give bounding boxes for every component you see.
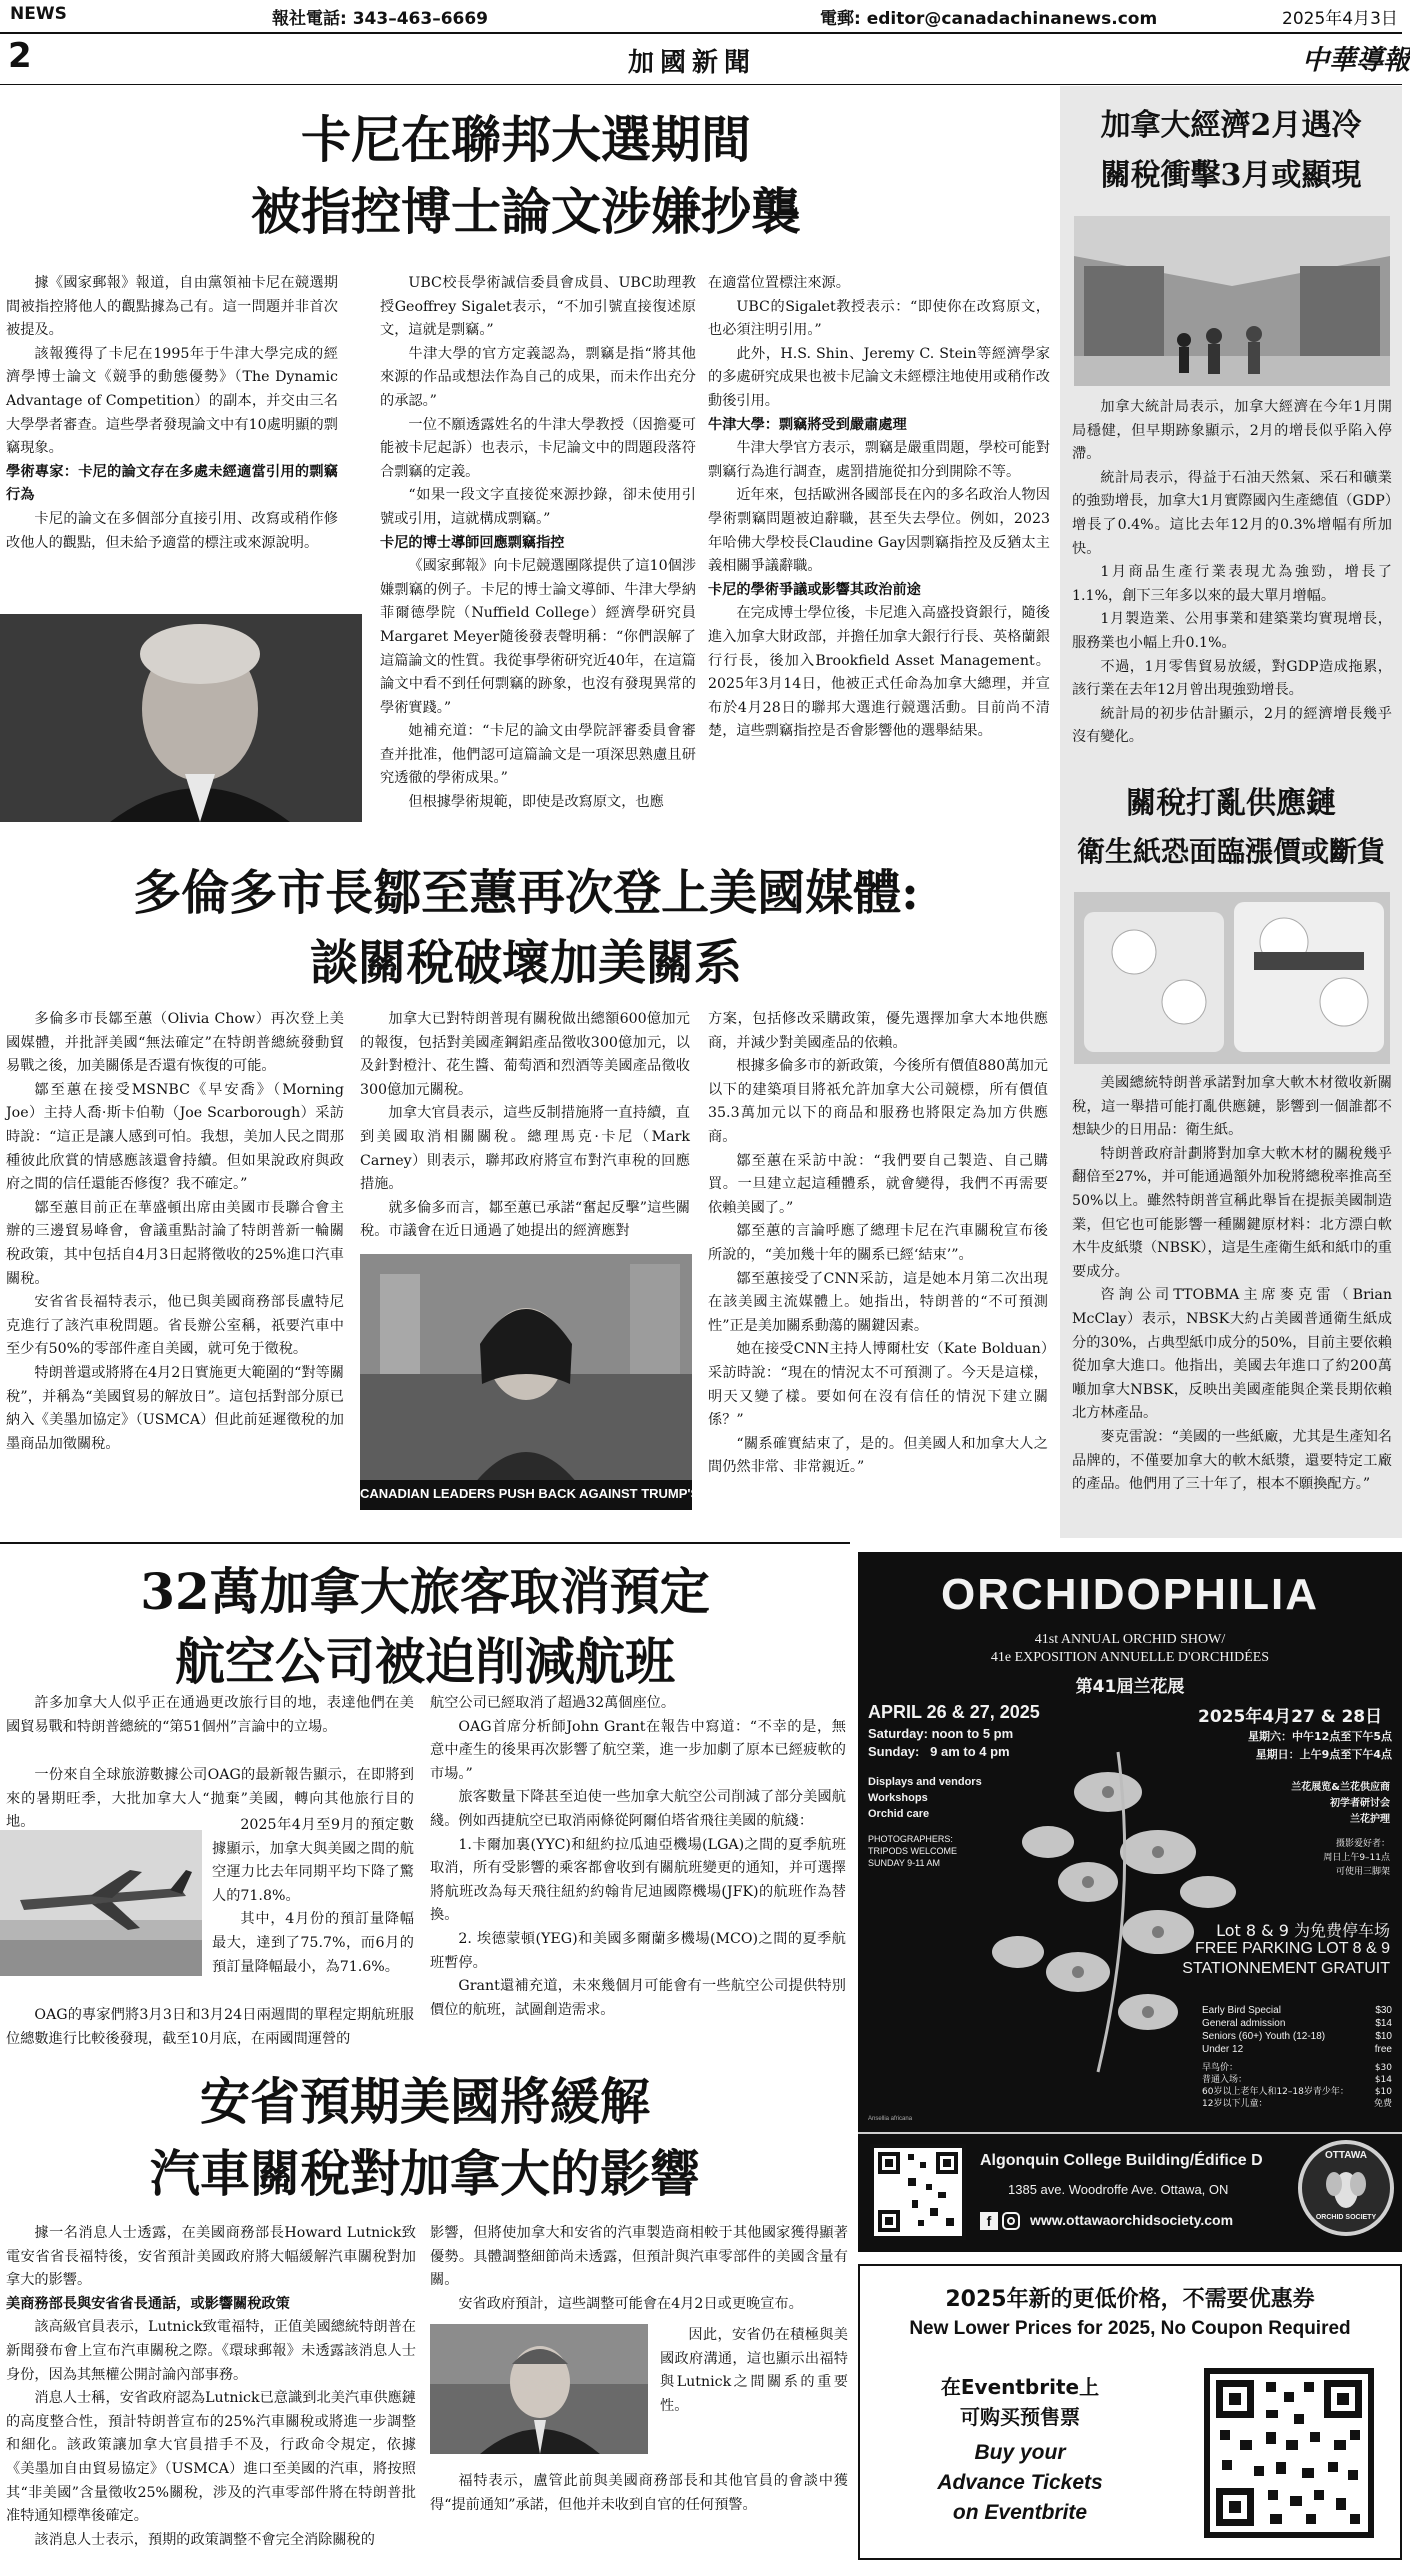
article-paragraph: 鄒至蕙接受了CNN采訪，這是她本月第二次出現在該美國主流媒體上。她指出，特朗普的“不可預測性”正是美加關系動蕩的關鍵因素。 — [708, 1270, 1048, 1334]
article-paragraph: 麥克雷說：“美國的一些紙廠，尤其是生產知名品牌的，不僅要加拿大的軟木紙漿，還要特定工廠的產品。他們用了三十年了，根本不願換配方。” — [1072, 1428, 1392, 1493]
orchid-ad-cn-feature: 兰花展览&兰花供应商 — [1291, 1782, 1390, 1793]
article-paragraph: 許多加拿大人似乎正在通過更改旅行目的地，表達他們在美國貿易戰和特朗普總統的“第51個州”言論中的立場。 — [6, 1695, 414, 1735]
article-paragraph: 鄒至蕙在接受MSNBC《早安喬》（Morning Joe）主持人喬·斯卡伯勒（Joe Scarborough）采訪時說：“這正是讓人感到可怕。我想，美加人民之間那種彼此欣賞的情感應該還會持續。但如果說政府與政府之間的信任還能否修復？我不確定。” — [6, 1081, 344, 1193]
orchid-ad-saturday: Saturday: noon to 5 pm — [868, 1726, 1014, 1741]
article-paragraph: 她在接受CNN主持人博爾杜安（Kate Bolduan）采訪時說：“現在的情況太不可預測了。今天是這樣，明天又變了樣。要如何在沒有信任的情況下建立關係？” — [708, 1341, 1048, 1429]
orchid-show-ad[interactable] — [858, 1552, 1402, 2252]
article-paragraph: 在完成博士學位後，卡尼進入高盛投資銀行，隨後進入加拿大財政部，并擔任加拿大銀行行長、英格蘭銀行行長，後加入Brookfield Asset Management。2025年3月14日，他被正式任命為加拿大總理，并宣布於4月28日的聯邦大選進行競選活動。目前尚不清楚，這些剽竊指控是否會影響他的選舉結果。 — [708, 605, 1050, 740]
price-value: $10 — [1375, 2031, 1392, 2042]
newspaper-email: 電郵: editor@canadachinanews.com — [820, 9, 1158, 29]
orchid-ad-subtitle-fr: 41e EXPOSITION ANNUELLE D'ORCHIDÉES — [990, 1650, 1270, 1665]
article2-headline-line1: 多倫多市長鄒至蕙再次登上美國媒體: — [133, 865, 919, 921]
price-row — [1202, 2074, 1392, 2086]
orchid-ad-dates-cn: 2025年4月27 & 28日 — [1198, 1707, 1383, 1727]
article-subheading: 卡尼的學術爭議或影響其政治前途 — [708, 581, 921, 598]
article-paragraph: 近年來，包括歐洲各國部長在內的多名政治人物因學術剽竊問題被迫辭職，甚至失去學位。例如，2023年哈佛大學校長Claudine Gay因剽竊指控及反猶太主義相關爭議辭職。 — [708, 487, 1050, 575]
top-header-bar — [0, 0, 1402, 34]
article3-column-1-beside-photo — [212, 1814, 414, 1980]
article-paragraph: 統計局的初步估計顯示，2月的經濟增長幾乎沒有變化。 — [1072, 705, 1392, 746]
price-value: $30 — [1375, 2005, 1392, 2016]
article-paragraph: 其中，4月份的預訂量降幅最大，達到了75.7%，而6月的預訂量降幅最小，為71.6%。 — [212, 1911, 414, 1975]
article-paragraph: 牛津大學官方表示，剽竊是嚴重問題，學校可能對剽竊行為進行調查，處罰措施從扣分到開除不等。 — [708, 440, 1050, 480]
article-paragraph: 消息人士稱，安省政府認為Lutnick已意識到北美汽車供應鏈的高度整合性，預計特朗普宣布的25%汽車關稅或將進一步調整和細化。該政策讓加拿大官員措手不及，行政命令規定，依據《美墨加自由貿易協定》（USMCA）進口至美國的汽車，將按照其“非美國”含量徵收25%關稅，涉及的汽車零部件將在特朗普批准特通知標準後確定。 — [6, 2390, 416, 2525]
eventbrite-qr-code[interactable] — [1204, 2368, 1374, 2538]
section-title: 加國新聞 — [628, 48, 757, 78]
article-paragraph: 特朗普政府計劃將對加拿大軟木材的關稅幾乎翻倍至27%，并可能通過額外加稅將總稅率推高至50%以上。雖然特朗普宣稱此舉旨在提振美國制造業，但它也可能影響一種關鍵原材料：北方漂白軟木牛皮紙漿（NBSK），這是生產衛生紙和紙巾的重要成分。 — [1072, 1145, 1392, 1280]
price-value: $14 — [1374, 2075, 1392, 2085]
article1-column-1 — [6, 272, 338, 602]
society-logo-bottom-text: ORCHID SOCIETY — [1315, 2214, 1377, 2221]
article4-headline-line1: 安省預期美國將緩解 — [200, 2072, 650, 2131]
lower-prices-headline-en: New Lower Prices for 2025, No Coupon Required — [909, 2318, 1351, 2339]
article3-column-1-bottom — [6, 2004, 414, 2052]
article1-headline-line2: 被指控博士論文涉嫌抄襲 — [251, 182, 801, 241]
orchid-photo-credit: Ansellia africana — [868, 2116, 913, 2122]
price-label: 普通入场： — [1202, 2075, 1248, 2085]
article-paragraph: 《國家郵報》向卡尼競選團隊提供了這10個涉嫌剽竊的例子。卡尼的博士論文導師、牛津大學納菲爾德學院（Nuffield College）經濟學研究員Margaret Meyer隨後發表聲明稱：“你們誤解了這篇論文的性質。我從事學術研究近40年，在這篇論文中看不到任何剽竊的跡象，也沒有發現異常的學術實踐。” — [380, 558, 697, 716]
article-paragraph: 多倫多市長鄒至蕙（Olivia Chow）再次登上美國媒體，并批評美國“無法確定”在特朗普總統發動貿易戰之後，加美關係是否還有恢復的可能。 — [6, 1011, 344, 1075]
article-paragraph: 該消息人士表示，預期的政策調整不會完全消除關稅的 — [34, 2531, 375, 2548]
page-number: 2 — [8, 36, 32, 76]
article-paragraph: 據《國家郵報》報道，自由黨領袖卡尼在競選期間被指控將他人的觀點據為己有。這一問題并非首次被提及。 — [6, 275, 338, 339]
price-row — [1202, 2062, 1392, 2074]
orchid-ad-cn-photo: 周日上午9–11点 — [1323, 1853, 1390, 1863]
article1-column-2 — [380, 272, 696, 828]
article-subheading: 牛津大學：剽竊將受到嚴肅處理 — [708, 416, 907, 433]
cta-en-line: Advance Tickets — [937, 2471, 1103, 2494]
orchid-website-link[interactable]: www.ottawaorchidsociety.com — [1030, 2212, 1234, 2228]
price-row — [1202, 2086, 1392, 2098]
article3-headline-line2: 航空公司被迫削減航班 — [175, 1632, 675, 1691]
article-subheading: 美商務部長與安省省長通話，或影響關稅政策 — [6, 2295, 290, 2312]
mall-shoppers-photo — [1074, 216, 1390, 386]
news-label: NEWS — [10, 4, 67, 24]
article-paragraph: 一位不願透露姓名的牛津大學教授（因擔憂可能被卡尼起訴）也表示，卡尼論文中的問題段落符合剽竊的定義。 — [380, 416, 696, 480]
article-paragraph: 根據多倫多市的新政策，今後所有價值880萬加元以下的建築項目將祇允許加拿大公司競標，所有價值35.3萬加元以下的商品和服務也將限定為加方供應商。 — [708, 1058, 1048, 1145]
price-label: General admission — [1202, 2018, 1286, 2029]
orchid-address: 1385 ave. Woodroffe Ave. Ottawa, ON — [1008, 2182, 1229, 2197]
article-paragraph: “關系確實結束了，是的。但美國人和加拿大人之間仍然非常、非常親近。” — [708, 1435, 1048, 1476]
price-value: $14 — [1375, 2018, 1392, 2029]
article2-column-3 — [708, 1008, 1048, 1526]
orchid-ad-parking-cn: Lot 8 & 9 为免费停车场 — [1216, 1921, 1390, 1940]
article-paragraph: 1月商品生產行業表現尤為強勁，增長了1.1%，創下三年多以來的最大單月增幅。 — [1072, 564, 1392, 604]
masthead-logo: 中華導報 — [1302, 45, 1410, 76]
sidebar-story2-title-line1: 關稅打亂供應鏈 — [1126, 786, 1336, 821]
newspaper-phone: 報社電話: 343–463–6669 — [272, 9, 489, 29]
price-label: 60岁以上老年人和12–18岁青少年： — [1202, 2087, 1349, 2097]
article-paragraph: 不過，1月零售貿易放緩，對GDP造成拖累，該行業在去年12月曾出現強勁增長。 — [1072, 658, 1392, 699]
orchid-ad-title: ORCHIDOPHILIA — [941, 1570, 1319, 1619]
article-paragraph: 據一名消息人士透露，在美國商務部長Howard Lutnick致電安省省長福特後，安省預計美國政府將大幅緩解汽車關稅對加拿大的影響。 — [6, 2225, 416, 2289]
article-paragraph: 加拿大官員表示，這些反制措施將一直持續，直到美國取消相關關稅。總理馬克·卡尼（Mark Carney）則表示，聯邦政府將宣布對汽車稅的回應措施。 — [360, 1105, 690, 1193]
instagram-icon[interactable] — [1002, 2212, 1020, 2230]
article-paragraph: 方案，包括修改采購政策，優先選擇加拿大本地供應商，并減少對美國產品的依賴。 — [708, 1011, 1048, 1051]
price-value: free — [1374, 2044, 1392, 2055]
issue-date: 2025年4月3日 — [1282, 9, 1398, 29]
sidebar-story2-title-line2: 衛生紙恐面臨漲價或斷貨 — [1076, 835, 1385, 868]
lutnick-photo — [430, 2324, 648, 2454]
orchid-qr-code[interactable] — [870, 2144, 966, 2240]
article-paragraph: 此外，H.S. Shin、Jeremy C. Stein等經濟學家的多處研究成果也被卡尼論文未經標注地使用或稍作改動後引用。 — [708, 345, 1050, 409]
article-paragraph: Grant還補充道，未來幾個月可能會有一些航空公司提供特別價位的航班，試圖創造需求。 — [430, 1978, 846, 2018]
article-paragraph: “如果一段文字直接從來源抄錄，卻未使用引號或引用，這就構成剽竊。” — [380, 487, 696, 527]
airplane-photo — [0, 1830, 202, 1976]
price-label: Under 12 — [1202, 2044, 1244, 2055]
eventbrite-ticket-ad[interactable] — [858, 2264, 1402, 2560]
facebook-icon[interactable]: f — [980, 2212, 998, 2230]
orchid-ad-price-list-cn — [1202, 2062, 1392, 2110]
article3-column-1-intro — [6, 1764, 414, 1831]
price-label: 早鸟价： — [1202, 2063, 1239, 2073]
sidebar-story1-body — [1072, 396, 1392, 766]
article-paragraph: 旅客數量下降甚至迫使一些加拿大航空公司削減了部分美國航綫。例如西捷航空已取消兩條從阿爾伯塔省飛往美國的航綫： — [430, 1789, 846, 1829]
article-paragraph: OAG首席分析師John Grant在報告中寫道：“不幸的是，無意中產生的後果再次影響了航空業，進一步加劇了原本已經疲軟的市場。” — [430, 1718, 846, 1782]
price-value: 免费 — [1373, 2099, 1392, 2109]
orchid-ad-cn-feature: 兰花护理 — [1350, 1814, 1390, 1825]
article1-column-3 — [708, 272, 1050, 806]
orchid-ad-photographers: SUNDAY 9-11 AM — [868, 1858, 941, 1868]
orchid-ad-sunday: Sunday: 9 am to 4 pm — [868, 1744, 1010, 1759]
article-paragraph: 咨詢公司TTOBMA主席麥克雷（Brian McClay）表示，NBSK大約占美國普通衛生紙成分的30%，占典型紙巾成分的50%，目前主要依賴從加拿大進口。他指出，美國去年進口了約200萬噸加拿大NBSK，反映出美國產能與企業長期依賴北方林產品。 — [1072, 1287, 1392, 1422]
orchid-ad-dates-en: APRIL 26 & 27, 2025 — [868, 1702, 1040, 1722]
article-paragraph: 2025年4月至9月的預定數據顯示，加拿大與美國之間的航空運力比去年同期平均下降了驚人的71.8%。 — [212, 1817, 414, 1904]
orchid-ad-cn-feature: 初学者研讨会 — [1330, 1798, 1390, 1809]
article1-headline-line1: 卡尼在聯邦大選期間 — [301, 110, 751, 169]
orchid-ad-price-list — [1202, 2004, 1392, 2056]
cta-en-line: on Eventbrite — [952, 2501, 1088, 2524]
article-paragraph: 1.卡爾加裏(YYC)和紐約拉瓜迪亞機場(LGA)之間的夏季航班取消，所有受影響的乘客都會收到有關航班變更的通知，并可選擇將航班改為每天飛往紐約約翰肯尼迪國際機場(JFK)的航班作為替換。 — [430, 1836, 846, 1924]
eventbrite-cta-cn — [880, 2372, 1160, 2432]
article-paragraph: UBC校長學術誠信委員會成員、UBC助理教授Geoffrey Sigalet表示，“不加引號直接復述原文，這就是剽竊。” — [380, 275, 696, 339]
orchid-ad-photographers: PHOTOGRAPHERS: — [868, 1834, 953, 1844]
article-paragraph: 鄒至蕙在采訪中說：“我們要自己製造、自己購買。一旦建立起這種體系，就會變得，我們不再需要依賴美國了。” — [708, 1152, 1048, 1216]
article-paragraph: 福特表示，盧管此前與美國商務部長和其他官員的會談中獲得“提前通知”承諾，但他并未收到自官的任何預警。 — [430, 2473, 848, 2513]
price-row — [1202, 2098, 1392, 2110]
article-paragraph: 特朗普還或將將在4月2日實施更大範圍的“對等關稅”，并稱為“美國貿易的解放日”。這包括對部分原已納入《美墨加協定》（USMCA）但此前延遲徵稅的加墨商品加徵關稅。 — [6, 1364, 344, 1452]
article-subheading: 學術專家：卡尼的論文存在多處未經適當引用的剽竊行為 — [6, 463, 338, 504]
orchid-ad-parking-fr: STATIONNEMENT GRATUIT — [1182, 1960, 1390, 1977]
article-paragraph: 鄒至蕙目前正在華盛頓出席由美國市長聯合會主辦的三邊貿易峰會，會議重點討論了特朗普新一輪關稅政策，其中包括自4月3日起將徵收的25%進口汽車關稅。 — [6, 1199, 344, 1287]
price-value: $30 — [1374, 2063, 1392, 2073]
article-paragraph: 安省省長福特表示，他已與美國商務部長盧特尼克進行了該汽車稅問題。省長辦公室稱，祇要汽車中至少有50%的零部件產自美國，就可免于徵稅。 — [6, 1294, 344, 1358]
orchid-ad-subtitle-cn: 第41屆兰花展 — [1075, 1677, 1185, 1697]
article4-column-2-beside-photo — [660, 2324, 848, 2468]
article-paragraph: 美國總統特朗普承諾對加拿大軟木材徵收新關稅，這一舉措可能打亂供應鏈，影響到一個誰都不想缺少的日用品：衛生紙。 — [1072, 1075, 1392, 1139]
olivia-chow-tv-photo — [360, 1254, 782, 1510]
article-paragraph: 影響，但將使加拿大和安省的汽車製造商相較于其他國家獲得顯著優勢。具體調整細節尚未透露，但預計與汽車零部件的美國含量有關。 — [430, 2225, 848, 2289]
orchid-venue: Algonquin College Building/Édifice D — [980, 2152, 1263, 2169]
orchid-ad-subtitle-en: 41st ANNUAL ORCHID SHOW/ — [1034, 1632, 1226, 1647]
article-paragraph: 加拿大已對特朗普現有關稅做出總額600億加元的報復，包括對美國產鋼鋁產品徵收300億加元，以及針對橙汁、花生醬、葡萄酒和烈酒等美國產品徵收300億加元關稅。 — [360, 1011, 690, 1098]
article4-column-1 — [6, 2222, 416, 2558]
article-subheading: 卡尼的博士導師回應剽竊指控 — [380, 534, 565, 551]
sidebar-story2-body — [1072, 1072, 1392, 1532]
toilet-paper-photo — [1074, 892, 1390, 1064]
article4-column-2-top — [430, 2222, 848, 2316]
article3-column-1-top — [6, 1692, 414, 1764]
lower-prices-headline-cn: 2025年新的更低价格，不需要优惠券 — [945, 2287, 1315, 2312]
carney-portrait-photo — [0, 614, 362, 822]
article-paragraph: 安省政府預計，這些調整可能會在4月2日或更晚宣布。 — [458, 2295, 803, 2312]
article-paragraph: 該高級官員表示，Lutnick致電福特，正值美國總統特朗普在新聞發布會上宣布汽車關稅之際。《環球郵報》未透露該消息人士身份，因為其無權公開討論內部事務。 — [6, 2319, 416, 2383]
orchid-ad-cn-photo: 摄影爱好者： — [1335, 1839, 1390, 1849]
article-paragraph: 在適當位置標注來源。 — [708, 275, 850, 291]
article4-column-2-bottom — [430, 2470, 848, 2558]
article-paragraph: 鄒至蕙的言論呼應了總理卡尼在汽車關稅宣布後所說的，“美加幾十年的關系已經‘結束’”。 — [708, 1223, 1048, 1263]
orchid-ad-sat-cn: 星期六：中午12点至下午5点 — [1248, 1730, 1392, 1743]
cta-cn-line: 在Eventbrite上 — [940, 2375, 1100, 2399]
article-paragraph: 卡尼的論文在多個部分直接引用、改寫或稍作修改他人的觀點，但未給予適當的標注或來源說明。 — [6, 510, 338, 551]
orchid-ad-feature: Orchid care — [868, 1808, 930, 1820]
article3-headline-line1: 32萬加拿大旅客取消預定 — [140, 1562, 710, 1621]
article-paragraph: 2. 埃德蒙頓(YEG)和美國多爾蘭多機場(MCO)之間的夏季航班暫停。 — [430, 1930, 846, 1971]
article-paragraph: 因此，安省仍在積極與美國政府溝通，這也顯示出福特與Lutnick之間關系的重要性。 — [660, 2327, 848, 2414]
sidebar-story1-title-line1: 加拿大經濟2月遇冷 — [1100, 108, 1362, 143]
article-paragraph: 該報獲得了卡尼在1995年于牛津大學完成的經濟學博士論文《競爭的動態優勢》（The Dynamic Advantage of Competition）的副本，并交由三名大學學者審查。這些學者發現論文中有10處明顯的剽竊現象。 — [6, 345, 338, 457]
price-label: Early Bird Special — [1202, 2005, 1281, 2016]
orchid-ad-cn-photo: 可使用三脚架 — [1335, 1867, 1390, 1877]
society-logo-top-text: OTTAWA — [1324, 2150, 1368, 2161]
price-label: Seniors (60+) Youth (12-18) — [1202, 2031, 1326, 2042]
tv-caption-banner: CANADIAN LEADERS PUSH BACK AGAINST TRUMP'S TRADE WAR — [360, 1486, 782, 1501]
price-row — [1202, 2017, 1392, 2030]
orchid-ad-parking-en: FREE PARKING LOT 8 & 9 — [1194, 1940, 1390, 1957]
price-row — [1202, 2030, 1392, 2043]
article-paragraph: 但根據學術規範，即使是改寫原文，也應 — [408, 794, 664, 811]
article-paragraph: 就多倫多而言，鄒至蕙已承諾“奮起反擊”這些關稅。市議會在近日通過了她提出的經濟應對 — [360, 1199, 690, 1240]
cta-en-line: Buy your — [974, 2441, 1066, 2464]
price-row — [1202, 2004, 1392, 2017]
article4-headline-line2: 汽車關稅對加拿大的影響 — [150, 2144, 700, 2203]
eventbrite-cta-en — [880, 2438, 1160, 2528]
article-paragraph: UBC的Sigalet教授表示：“即使你在改寫原文，也必須注明引用。” — [708, 298, 1050, 339]
price-row — [1202, 2043, 1392, 2056]
ottawa-orchid-society-logo — [1298, 2140, 1394, 2236]
article-paragraph: 一份來自全球旅游數據公司OAG的最新報告顯示，在即將到來的暑期旺季，大批加拿大人“拋棄”美國，轉向其他旅行目的地。 — [6, 1767, 414, 1831]
price-value: $10 — [1374, 2087, 1392, 2097]
price-label: 12岁以下儿童： — [1202, 2099, 1268, 2109]
article-paragraph: 她補充道：“卡尼的論文由學院評審委員會審查并批准，他們認可這篇論文是一項深思熟慮且研究透徹的學術成果。” — [380, 723, 696, 787]
article-paragraph: 牛津大學的官方定義認為，剽竊是指“將其他來源的作品或想法作為自己的成果，而未作出充分的承認。” — [380, 345, 696, 409]
article-paragraph: 航空公司已經取消了超過32萬個座位。 — [430, 1695, 676, 1711]
section-divider — [0, 1542, 850, 1544]
orchid-ad-sun-cn: 星期日：上午9点至下午4点 — [1255, 1748, 1392, 1761]
orchid-ad-feature: Displays and vendors — [868, 1776, 982, 1788]
article2-headline-line2: 談關稅破壞加美關系 — [309, 935, 742, 991]
article-paragraph: OAG的專家們將3月3日和3月24日兩週間的單程定期航班服位總數進行比較後發現，截至10月底，在兩國間運營的 — [6, 2007, 414, 2047]
orchid-ad-feature: Workshops — [868, 1792, 928, 1804]
article2-column-1 — [6, 1008, 344, 1534]
article2-column-2 — [360, 1008, 690, 1244]
orchid-ad-photographers: TRIPODS WELCOME — [868, 1846, 958, 1856]
article-paragraph: 統計局表示，得益于石油天然氣、采石和礦業的強勁增長，加拿大1月實際國內生產總值（GDP）增長了0.4%。這比去年12月的0.3%增幅有所加快。 — [1072, 469, 1392, 557]
article-paragraph: 加拿大統計局表示，加拿大經濟在今年1月開局穩健，但早期跡象顯示，2月的增長似乎陷入停滯。 — [1072, 399, 1392, 463]
cta-cn-line: 可购买预售票 — [960, 2405, 1080, 2429]
article3-column-2 — [430, 1692, 846, 2052]
article-paragraph: 1月製造業、公用事業和建築業均實現增長，服務業也小幅上升0.1%。 — [1072, 611, 1392, 651]
sidebar-story1-title-line2: 關稅衝擊3月或顯現 — [1100, 158, 1362, 193]
